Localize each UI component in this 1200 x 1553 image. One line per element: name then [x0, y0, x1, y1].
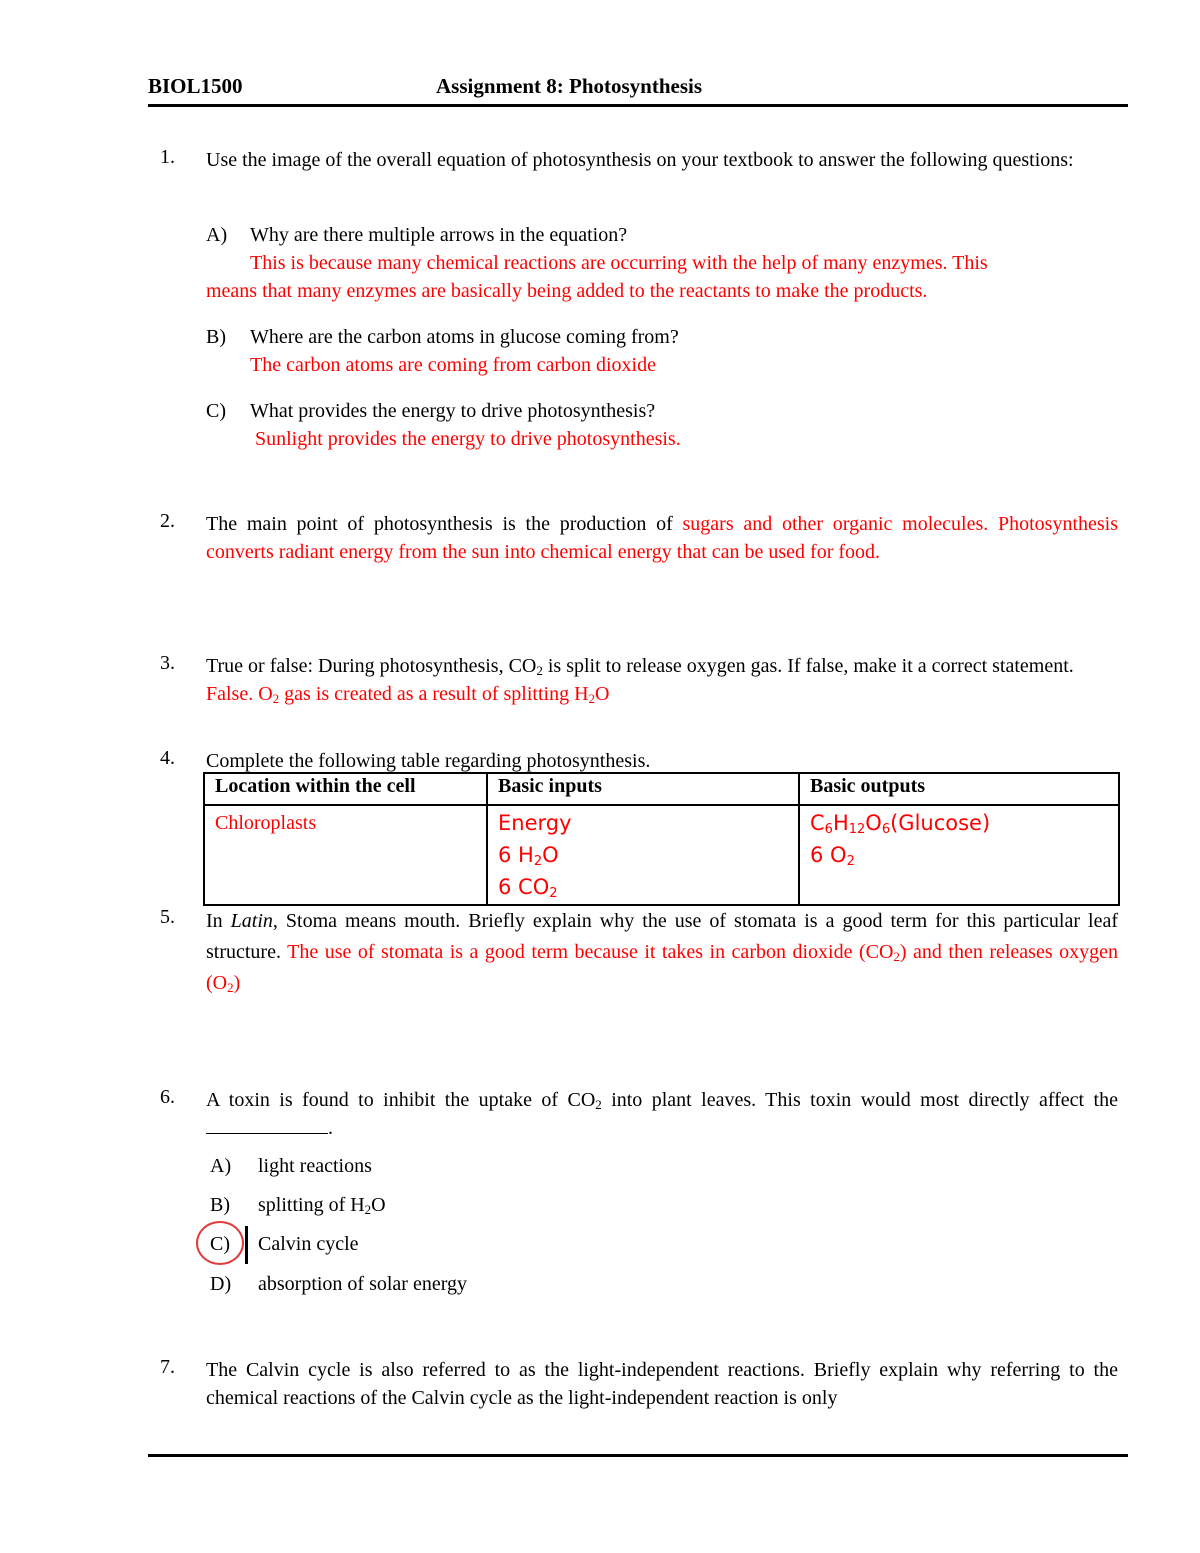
input-co2-a: 6 CO [498, 875, 550, 899]
q3-number: 3. [160, 652, 175, 674]
q1a-label: A) [206, 224, 228, 246]
q4-text: Complete the following table regarding photosynthesis. [206, 750, 651, 772]
option-d-text: absorption of solar energy [258, 1273, 468, 1295]
glucose-o-sub: 6 [881, 822, 891, 837]
option-d[interactable] [210, 1270, 467, 1298]
header-location: Location within the cell [204, 773, 487, 805]
q6-text-b: into plant leaves. This toxin would most directly affect the [601, 1089, 1118, 1111]
footer-rule [148, 1454, 1128, 1457]
option-b-text-after: O [371, 1194, 386, 1216]
option-b-text: splitting of H [258, 1194, 365, 1216]
input-water-a: 6 H [498, 843, 534, 867]
glucose-o: O [865, 811, 882, 835]
option-a-label: A) [210, 1155, 232, 1177]
option-a[interactable] [210, 1152, 372, 1180]
q5-answer-a: The use of stomata is a good term because it takes in carbon dioxide (CO [280, 941, 894, 963]
q1a-question [206, 221, 627, 249]
q3-text [206, 652, 1118, 708]
q3-answer-c: O [595, 683, 610, 705]
input-water-sub: 2 [533, 854, 543, 869]
input-water-b: O [542, 843, 559, 867]
input-water [498, 839, 788, 871]
q1-number: 1. [160, 146, 175, 168]
table-row [204, 805, 1119, 905]
q1a-question-text: Why are there multiple arrows in the equation? [250, 224, 628, 246]
header-inputs: Basic inputs [487, 773, 799, 805]
course-code: BIOL1500 [148, 74, 243, 98]
q6-text [206, 1086, 1118, 1142]
cell-inputs [487, 805, 799, 905]
q3-sub: 2 [536, 663, 543, 678]
q3-answer-sub1: 2 [272, 691, 280, 706]
q3-text-b: is split to release oxygen gas. If false, make it a correct statement. [542, 655, 1074, 677]
table-header-row [204, 773, 1119, 805]
q7-text: The Calvin cycle is also referred to as the light-independent reactions. Briefly explain why referring to the chemical reactions of the Calvin cycle as the light-independent reaction is only [206, 1359, 1118, 1409]
q2-prompt: The main point of photosynthesis is the production of [206, 513, 673, 535]
page-header [148, 72, 1128, 107]
q5-text [206, 906, 1118, 999]
q1c-question-text: What provides the energy to drive photosynthesis? [250, 400, 656, 422]
q5-text-b: , Stoma means mouth. Briefly explain why the use of stomata is a good term for this particular leaf structure. [206, 910, 1118, 963]
output-glucose [810, 807, 1108, 839]
q5-answer-sub1: 2 [893, 949, 900, 964]
q1-text: Use the image of the overall equation of photosynthesis on your textbook to answer the following questions: [206, 149, 1074, 171]
q2-text [206, 510, 1118, 566]
q1c-label: C) [206, 400, 226, 422]
option-a-text: light reactions [258, 1155, 372, 1177]
q2-answer-rest: Photosynthesis converts radiant energy from the sun into chemical energy that can be used for food. [206, 513, 1119, 563]
q3-answer [206, 683, 610, 705]
cell-outputs [799, 805, 1119, 905]
q7-number: 7. [160, 1356, 175, 1378]
answer-blank[interactable] [206, 1117, 328, 1134]
q5-answer [206, 941, 1118, 994]
text-cursor [245, 1226, 248, 1264]
q5-latin: Latin [230, 910, 273, 932]
input-co2 [498, 871, 788, 903]
q6-text-a: A toxin is found to inhibit the uptake of CO [206, 1089, 596, 1111]
q3-answer-b: gas is created as a result of splitting H [279, 683, 589, 705]
option-c-text: Calvin cycle [258, 1233, 359, 1255]
q1b-label: B) [206, 326, 226, 348]
q3-text-a: True or false: During photosynthesis, CO [206, 655, 537, 677]
q1b-question [206, 323, 679, 351]
option-b-label: B) [210, 1194, 230, 1216]
q1b-question-text: Where are the carbon atoms in glucose coming from? [250, 326, 679, 348]
q2-number: 2. [160, 510, 175, 532]
q3-answer-a: False. O [206, 683, 273, 705]
q1c-answer: Sunlight provides the energy to drive photosynthesis. [255, 428, 681, 450]
header-outputs: Basic outputs [799, 773, 1119, 805]
location-value: Chloroplasts [215, 812, 317, 834]
q5-answer-c: ) [233, 972, 241, 994]
input-co2-sub: 2 [549, 886, 558, 901]
q6-sub: 2 [595, 1097, 602, 1112]
output-o2 [810, 839, 1108, 871]
option-c-label: C) [210, 1233, 230, 1255]
q1c-question [206, 397, 655, 425]
q3-answer-sub2: 2 [588, 691, 596, 706]
q5-answer-sub2: 2 [227, 980, 234, 995]
option-b[interactable] [210, 1191, 386, 1219]
q1a-answer-line2: means that many enzymes are basically being added to the reactants to make the products. [206, 280, 928, 302]
output-o2-a: 6 O [810, 843, 847, 867]
option-d-label: D) [210, 1273, 232, 1295]
q1a-answer-line1: This is because many chemical reactions are occurring with the help of many enzymes. This [250, 252, 988, 274]
q6-number: 6. [160, 1086, 175, 1108]
glucose-h-sub: 12 [848, 822, 866, 837]
photosynthesis-table [203, 772, 1120, 906]
glucose-c: C [810, 811, 825, 835]
q5-answer-b: ) and then releases oxygen (O [206, 941, 1118, 994]
output-o2-sub: 2 [846, 854, 855, 869]
cell-location [204, 805, 487, 905]
q1b-answer: The carbon atoms are coming from carbon dioxide [250, 354, 656, 376]
q5-text-a: In [206, 910, 231, 932]
q6-text-end: . [328, 1117, 333, 1139]
glucose-name: (Glucose) [890, 811, 991, 835]
glucose-h: H [832, 811, 849, 835]
answer-circle-mark [196, 1221, 244, 1265]
input-energy: Energy [498, 811, 572, 835]
glucose-c-sub: 6 [824, 822, 833, 837]
q2-answer-inline: sugars and other organic molecules. [682, 513, 989, 535]
q5-number: 5. [160, 906, 175, 928]
assignment-title: Assignment 8: Photosynthesis [436, 74, 703, 98]
q4-number: 4. [160, 747, 175, 769]
option-b-sub: 2 [364, 1202, 372, 1217]
